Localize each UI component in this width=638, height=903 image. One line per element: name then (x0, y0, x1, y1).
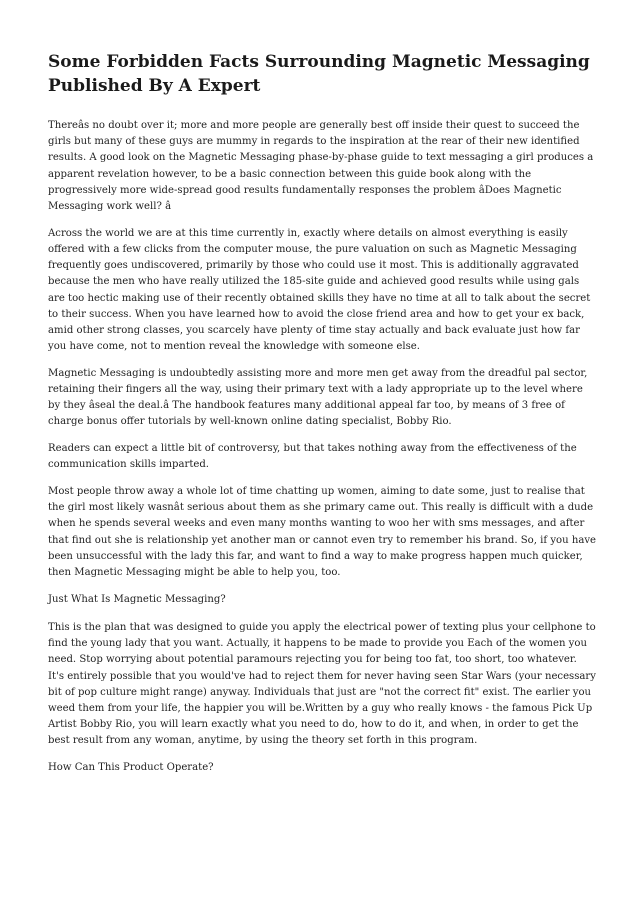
subheading-what-is: Just What Is Magnetic Messaging? (48, 593, 226, 605)
paragraph-intro: Thereâs no doubt over it; more and more people are generally best off inside their quest to succeed the girls but many of these guys are mummy in regards to the inspiration at the rear of their new identified results. A good look on the Magnetic Messaging phase-by-phase guide to text messaging a girl produces a apparent revelation however, to be a basic connection between this guide book along with the progressively more wide-spread good results fundamentally responses the problem âDoes Magnetic Messaging work well? â (48, 120, 594, 213)
paragraph-across-the-world: Across the world we are at this time currently in, exactly where details on almost everything is easily offered with a few clicks from the computer mouse, the pure valuation on such as Magnetic Messaging frequently goes undiscovered, primarily by those who could use it most. This is additionally aggravated because the men who have really utilized the 185-site guide and achieved good results while using gals are too hectic making use of their recently obtained skills they have no time at all to talk about the secret to their success. When you have learned how to avoid the close friend area and how to get your ex back, amid other strong classes, you scarcely have plenty of time stay actually and back evaluate just how far you have come, not to mention reveal the knowledge with someone else. (48, 227, 591, 353)
paragraph-chatting-up: Most people throw away a whole lot of time chatting up women, aiming to date some, just to realise that the girl most likely wasnât serious about them as she primary came out. This really is difficult with a dude when he spends several weeks and even many months wanting to woo her with sms messages, and after that find out she is relationship yet another man or cannot even try to remember his brand. So, if you have been unsuccessful with the lady this far, and want to find a way to make progress happen much quicker, then Magnetic Messaging might be able to help you, too. (48, 486, 597, 579)
paragraph-controversy: Readers can expect a little bit of controversy, but that takes nothing away from the effectiveness of the communication skills imparted. (48, 443, 577, 471)
document-title: Some Forbidden Facts Surrounding Magnetic Messaging Published By A Expert (48, 52, 590, 96)
paragraph-assisting-men: Magnetic Messaging is undoubtedly assisting more and more men get away from the dreadful pal sector, retaining their fingers all the way, using their primary text with a lady appropriate up to the level where by they âseal the deal.â The handbook features many additional appeal far too, by means of 3 free of charge bonus offer tutorials by well-known online dating specialist, Bobby Rio. (48, 367, 588, 428)
subheading-how-operate: How Can This Product Operate? (48, 762, 214, 774)
paragraph-the-plan: This is the plan that was designed to guide you apply the electrical power of texting plus your cellphone to find the young lady that you want. Actually, it happens to be made to provide you Each of the women you need. Stop worrying about potential paramours rejecting you for being too fat, too short, too whatever. It's entirely possible that you would've had to reject them for never having seen Star Wars (your necessary bit of pop culture might range) anyway. Individuals that just are "not the correct fit" exist. The earlier you weed them from your life, the happier you will be.Written by a guy who really knows - the famous Pick Up Artist Bobby Rio, you will learn exactly what you need to do, how to do it, and when, in order to get the best result from any woman, anytime, by using the theory set forth in this program. (48, 621, 596, 747)
document-page (48, 50, 596, 788)
